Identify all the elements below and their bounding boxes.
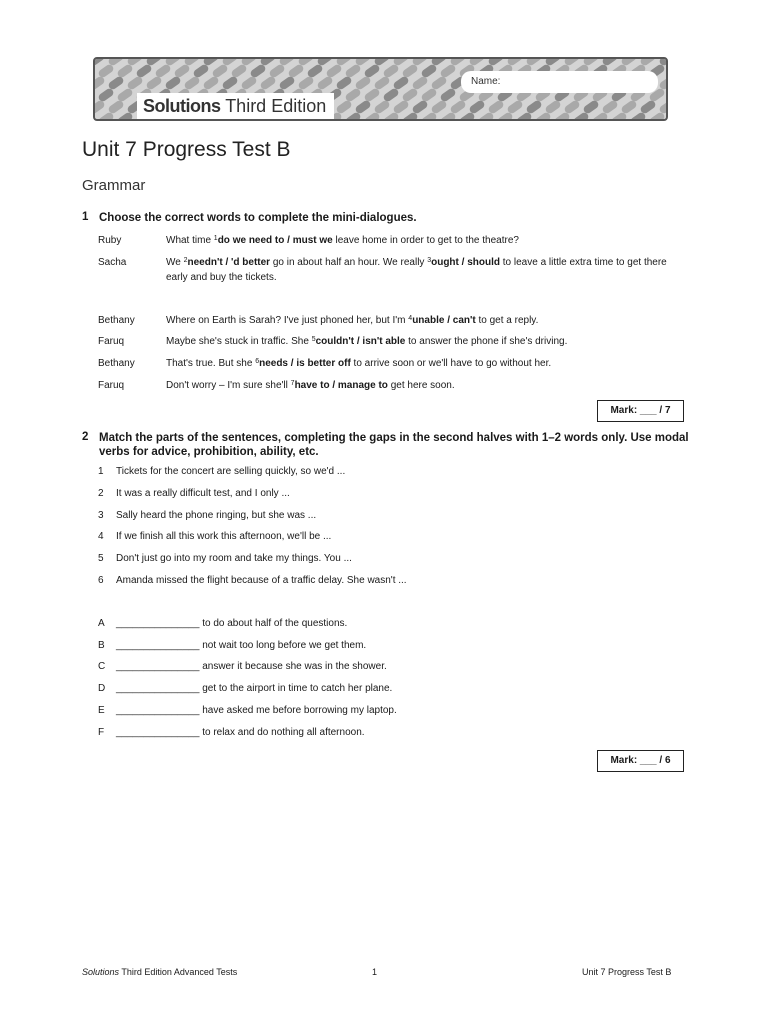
- pattern-capsule: [202, 75, 220, 91]
- pattern-capsule: [639, 99, 657, 115]
- pattern-capsule: [601, 99, 619, 115]
- pattern-capsule: [582, 99, 600, 115]
- answer-line[interactable]: E _______________ have asked me before borrowing my laptop.: [98, 705, 397, 716]
- brand-logo: [137, 93, 334, 119]
- q1-instruction: Choose the correct words to complete the mini-dialogues.: [99, 212, 417, 224]
- list-item: 5 Don't just go into my room and take my things. You ...: [98, 553, 352, 564]
- list-item: 1 Tickets for the concert are selling quickly, so we'd ...: [98, 466, 346, 477]
- answer-line[interactable]: D _______________ get to the airport in time to catch her plane.: [98, 683, 393, 694]
- header-banner: [93, 57, 668, 121]
- footer-left: Solutions Third Edition Advanced Tests: [82, 967, 238, 977]
- pattern-capsule: [525, 99, 543, 115]
- pattern-capsule: [439, 87, 457, 103]
- answer-line[interactable]: C _______________ answer it because she was in the shower.: [98, 661, 387, 672]
- pattern-capsule: [354, 75, 372, 91]
- pattern-capsule: [306, 63, 324, 79]
- dialogue-line: What time $^1$do we need to / must we leave home in order to get to the theatre?: [166, 235, 519, 246]
- pattern-capsule: [344, 63, 362, 79]
- pattern-capsule: [506, 99, 524, 115]
- pattern-capsule: [145, 75, 163, 91]
- q1-number: 1: [82, 211, 89, 223]
- name-field[interactable]: [461, 71, 658, 93]
- dialogue-line: Don't worry – I'm sure she'll $^7$have to / manage to get here soon.: [166, 380, 455, 391]
- list-item: 3 Sally heard the phone ringing, but she was ...: [98, 510, 317, 521]
- dialogue-line: Where on Earth is Sarah? I've just phoned her, but I'm $^4$unable / can't to get a reply.: [166, 315, 539, 326]
- pattern-capsule: [240, 75, 258, 91]
- dialogue-speaker: Bethany: [98, 358, 135, 369]
- pattern-capsule: [335, 75, 353, 91]
- pattern-capsule: [430, 75, 448, 91]
- pattern-capsule: [620, 99, 638, 115]
- dialogue-speaker: Sacha: [98, 257, 127, 268]
- dialogue-speaker: Bethany: [98, 315, 135, 326]
- pattern-capsule: [192, 63, 210, 79]
- pattern-capsule: [382, 87, 400, 103]
- dialogue-speaker: Ruby: [98, 235, 122, 246]
- pattern-capsule: [107, 99, 125, 115]
- pattern-capsule: [658, 99, 668, 115]
- answer-line[interactable]: A _______________ to do about half of the questions.: [98, 618, 348, 629]
- pattern-capsule: [373, 99, 391, 115]
- q1-heading: [82, 211, 417, 224]
- dialogue-line: That's true. But she $^6$needs / is better off to arrive soon or we'll have to go without her.: [166, 358, 552, 369]
- pattern-capsule: [126, 75, 144, 91]
- pattern-capsule: [249, 63, 267, 79]
- page-title: Unit 7 Progress Test B: [82, 138, 291, 161]
- pattern-capsule: [268, 63, 286, 79]
- pattern-capsule: [116, 87, 134, 103]
- pattern-capsule: [563, 99, 581, 115]
- answer-line[interactable]: F _______________ to relax and do nothing all afternoon.: [98, 727, 365, 738]
- pattern-capsule: [97, 87, 115, 103]
- pattern-capsule: [363, 87, 381, 103]
- pattern-capsule: [135, 63, 153, 79]
- q1-mark-box: Mark: ___ / 7: [597, 400, 684, 422]
- pattern-capsule: [667, 87, 668, 103]
- footer-right: Unit 7 Progress Test B: [582, 967, 672, 977]
- dialogue-line: Maybe she's stuck in traffic. She $^5$couldn't / isn't able to answer the phone if she's driving.: [166, 336, 568, 347]
- q2-instruction: Match the parts of the sentences, completing the gaps in the second halves with 1–2 words only. Use modal verbs for advice, prohibition, ability, etc.: [99, 432, 689, 458]
- pattern-capsule: [230, 63, 248, 79]
- pattern-capsule: [164, 75, 182, 91]
- pattern-capsule: [401, 87, 419, 103]
- q2-heading: [82, 431, 689, 458]
- pattern-capsule: [392, 75, 410, 91]
- pattern-capsule: [667, 111, 668, 121]
- pattern-capsule: [325, 63, 343, 79]
- q2-mark-box: Mark: ___ / 6: [597, 750, 684, 772]
- pattern-capsule: [95, 75, 106, 91]
- pattern-capsule: [420, 63, 438, 79]
- pattern-capsule: [335, 99, 353, 115]
- pattern-capsule: [221, 75, 239, 91]
- pattern-capsule: [95, 59, 106, 67]
- pattern-capsule: [211, 63, 229, 79]
- list-item: 6 Amanda missed the flight because of a traffic delay. She wasn't ...: [98, 575, 407, 586]
- dialogue-speaker: Faruq: [98, 380, 125, 391]
- pattern-capsule: [420, 87, 438, 103]
- pattern-capsule: [173, 63, 191, 79]
- dialogue-speaker: Faruq: [98, 336, 125, 347]
- pattern-capsule: [278, 75, 296, 91]
- pattern-capsule: [97, 63, 115, 79]
- pattern-capsule: [411, 75, 429, 91]
- footer-page-number: 1: [372, 967, 378, 977]
- section-heading: Grammar: [82, 177, 146, 194]
- pattern-capsule: [297, 75, 315, 91]
- q2-number: 2: [82, 431, 89, 443]
- pattern-capsule: [116, 63, 134, 79]
- pattern-capsule: [658, 75, 668, 91]
- pattern-capsule: [468, 99, 486, 115]
- name-label: Name:: [471, 76, 501, 87]
- pattern-capsule: [354, 99, 372, 115]
- pattern-capsule: [373, 75, 391, 91]
- pattern-capsule: [154, 63, 172, 79]
- pattern-capsule: [344, 87, 362, 103]
- pattern-capsule: [107, 75, 125, 91]
- list-item: 2 It was a really difficult test, and I only ...: [98, 488, 290, 499]
- brand-bold: Solutions: [143, 96, 221, 116]
- answer-line[interactable]: B _______________ not wait too long before we get them.: [98, 640, 367, 651]
- pattern-capsule: [411, 99, 429, 115]
- list-item: 4 If we finish all this work this afternoon, we'll be ...: [98, 531, 332, 542]
- pattern-capsule: [449, 99, 467, 115]
- pattern-capsule: [430, 99, 448, 115]
- brand-rest: Third Edition: [225, 96, 327, 116]
- dialogue-line: We $^2$needn't / 'd better go in about half an hour. We really $^3$ought / should to leave a little extra time to get there early and buy the tickets.: [166, 257, 667, 283]
- pattern-capsule: [439, 63, 457, 79]
- pattern-capsule: [95, 99, 106, 115]
- pattern-capsule: [667, 63, 668, 79]
- pattern-capsule: [363, 63, 381, 79]
- pattern-capsule: [183, 75, 201, 91]
- pattern-capsule: [544, 99, 562, 115]
- pattern-capsule: [259, 75, 277, 91]
- pattern-capsule: [287, 63, 305, 79]
- pattern-capsule: [401, 63, 419, 79]
- pattern-capsule: [392, 99, 410, 115]
- pattern-capsule: [382, 63, 400, 79]
- pattern-capsule: [316, 75, 334, 91]
- pattern-capsule: [487, 99, 505, 115]
